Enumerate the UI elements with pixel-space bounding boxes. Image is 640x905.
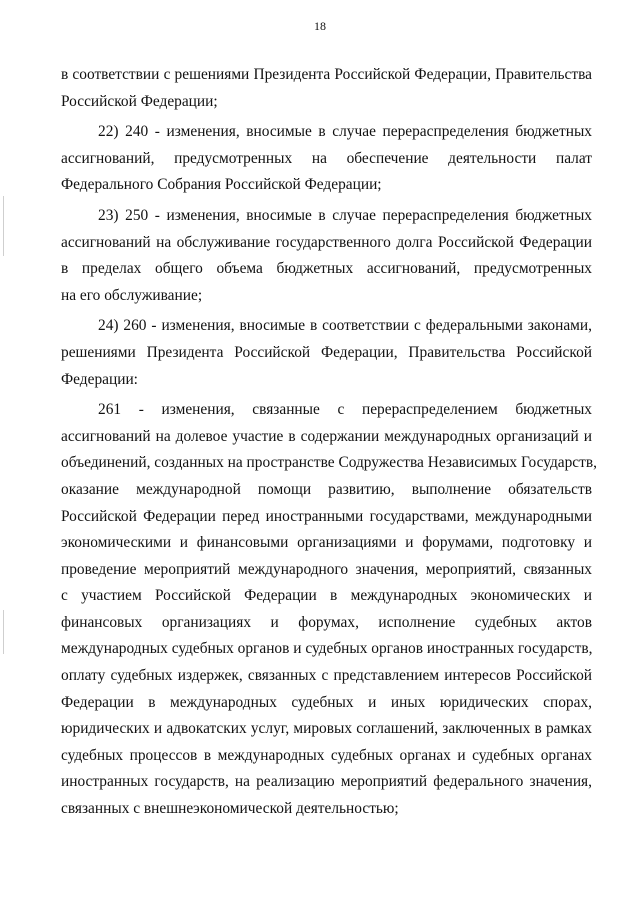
text-line: 24) 260 - изменения, вносимые в соответствии с федеральными законами, [98,317,592,335]
paragraph-item-24 [61,313,592,393]
text-line: оплату судебных издержек, связанных с представлением интересов Российской [61,667,592,685]
text-line: Федерации: [61,370,138,388]
paragraph-continuation [61,62,592,115]
page-number: 18 [314,19,326,33]
text-line: юридических и адвокатских услуг, мировых соглашений, заключенных в рамках [61,720,592,738]
scan-edge-mark [3,610,4,654]
document-body [61,62,597,823]
text-line: связанных с внешнеэкономической деятельностью; [61,800,399,818]
text-line: иностранных государств, на реализацию мероприятий федерального значения, [61,773,592,791]
text-line: 261 - изменения, связанные с перераспределением бюджетных [98,401,592,419]
text-line: ассигнований на обслуживание государственного долга Российской Федерации [61,233,592,251]
text-line: Федерального Собрания Российской Федерации; [61,176,382,194]
text-line: экономическими и финансовыми организациями и форумами, подготовку и [61,534,592,552]
text-line: 22) 240 - изменения, вносимые в случае перераспределения бюджетных [98,123,592,141]
text-line: 23) 250 - изменения, вносимые в случае перераспределения бюджетных [98,206,592,224]
text-line: Федерации в международных судебных и иных юридических спорах, [61,693,592,711]
text-line: с участием Российской Федерации в международных экономических и [61,587,592,605]
text-line: на его обслуживание; [61,286,203,304]
text-line: Российской Федерации; [61,92,218,110]
text-line: ассигнований, предусмотренных на обеспечение деятельности палат [61,149,592,167]
paragraph-item-22 [61,119,592,199]
paragraph-item-23 [61,203,592,309]
scan-edge-mark [3,196,4,256]
text-line: в соответствии с решениями Президента Российской Федерации, Правительства [61,66,592,83]
text-line: проведение мероприятий международного значения, мероприятий, связанных [61,560,592,578]
text-line: международных судебных органов и судебных органов иностранных государств, [61,640,593,658]
text-line: в пределах общего объема бюджетных ассигнований, предусмотренных [61,260,592,278]
text-line: решениями Президента Российской Федерации, Правительства Российской [61,343,592,361]
text-line: финансовых организациях и форумах, исполнение судебных актов [61,613,592,631]
paragraph-code-261 [61,397,597,823]
text-line: судебных процессов в международных судебных органах и судебных органах [61,746,592,764]
text-line: Российской Федерации перед иностранными государствами, международными [61,507,592,525]
text-line: оказание международной помощи развитию, выполнение обязательств [61,480,592,498]
text-line: ассигнований на долевое участие в содержании международных организаций и [61,427,592,445]
text-line: объединений, созданных на пространстве Содружества Независимых Государств, [61,454,597,472]
